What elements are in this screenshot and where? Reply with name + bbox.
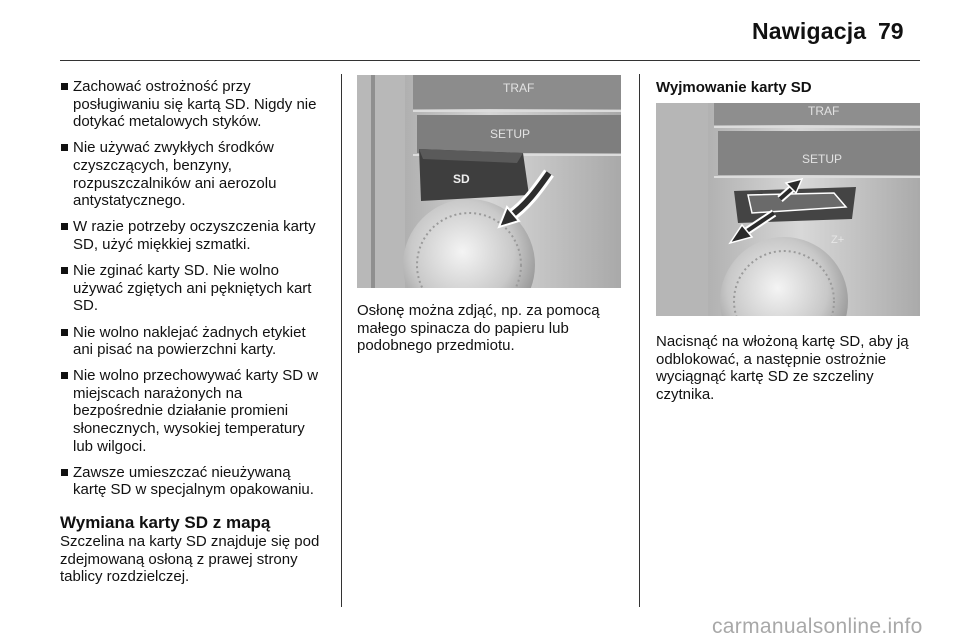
list-item: Nie używać zwykłych środków czyszczących, benzyny, rozpuszczalników ani aerozolu antystatycznego. xyxy=(60,139,328,209)
section-text: Szczelina na karty SD znajduje się pod zdejmowaną osłoną z prawej strony tablicy rozdzielczej. xyxy=(60,533,320,586)
care-instructions-list xyxy=(60,78,328,499)
sd-removal-illustration xyxy=(656,103,920,316)
list-item: Nie wolno przechowywać karty SD w miejscach narażonych na bezpośrednie działanie promieni słonecznych, wysokiej temperatury lub wilgoci. xyxy=(60,367,328,455)
column-divider-left xyxy=(341,74,342,607)
bullet-square-icon xyxy=(61,83,68,90)
sd-removal-caption: Nacisnąć na włożoną kartę SD, aby ją odblokować, a następnie ostrożnie wyciągnąć kartę SD ze szczeliny czytnika. xyxy=(656,333,909,403)
bullet-square-icon xyxy=(61,223,68,230)
bullet-square-icon xyxy=(61,267,68,274)
sd-removal-title: Wyjmowanie karty SD xyxy=(656,79,812,96)
header-title: Nawigacja xyxy=(752,18,867,44)
bullet-square-icon xyxy=(61,144,68,151)
traf-button-label-2: TRAF xyxy=(808,104,840,118)
list-item: W razie potrzeby oczyszczenia karty SD, użyć miękkiej szmatki. xyxy=(60,218,328,253)
watermark: carmanualsonline.info xyxy=(712,615,923,638)
section-title: Wymiana karty SD z mapą xyxy=(60,513,271,533)
bullet-square-icon xyxy=(61,329,68,336)
list-item: Nie zginać karty SD. Nie wolno używać zgiętych ani pękniętych kart SD. xyxy=(60,262,328,315)
list-item: Nie wolno naklejać żadnych etykiet ani pisać na powierzchni karty. xyxy=(60,324,328,359)
list-item: Zawsze umieszczać nieużywaną kartę SD w specjalnym opakowaniu. xyxy=(60,464,328,499)
bullet-square-icon xyxy=(61,469,68,476)
cover-removal-illustration xyxy=(357,75,621,288)
setup-button-label-2: SETUP xyxy=(802,152,843,166)
traf-button-label: TRAF xyxy=(503,81,535,95)
column-1 xyxy=(60,78,328,586)
bullet-square-icon xyxy=(61,372,68,379)
sd-slot-label: SD xyxy=(453,172,470,186)
column-divider-right xyxy=(639,74,640,607)
page-header xyxy=(0,0,960,62)
knob-zoom-label: Z+ xyxy=(831,234,845,246)
list-item: Zachować ostrożność przy posługiwaniu się kartą SD. Nigdy nie dotykać metalowych styków. xyxy=(60,78,328,131)
cover-removal-caption: Osłonę można zdjąć, np. za pomocą małego spinacza do papieru lub podobnego przedmiotu. xyxy=(357,302,600,355)
setup-button-label: SETUP xyxy=(490,127,531,141)
page-number: 79 xyxy=(878,18,904,44)
header-rule xyxy=(60,60,920,61)
